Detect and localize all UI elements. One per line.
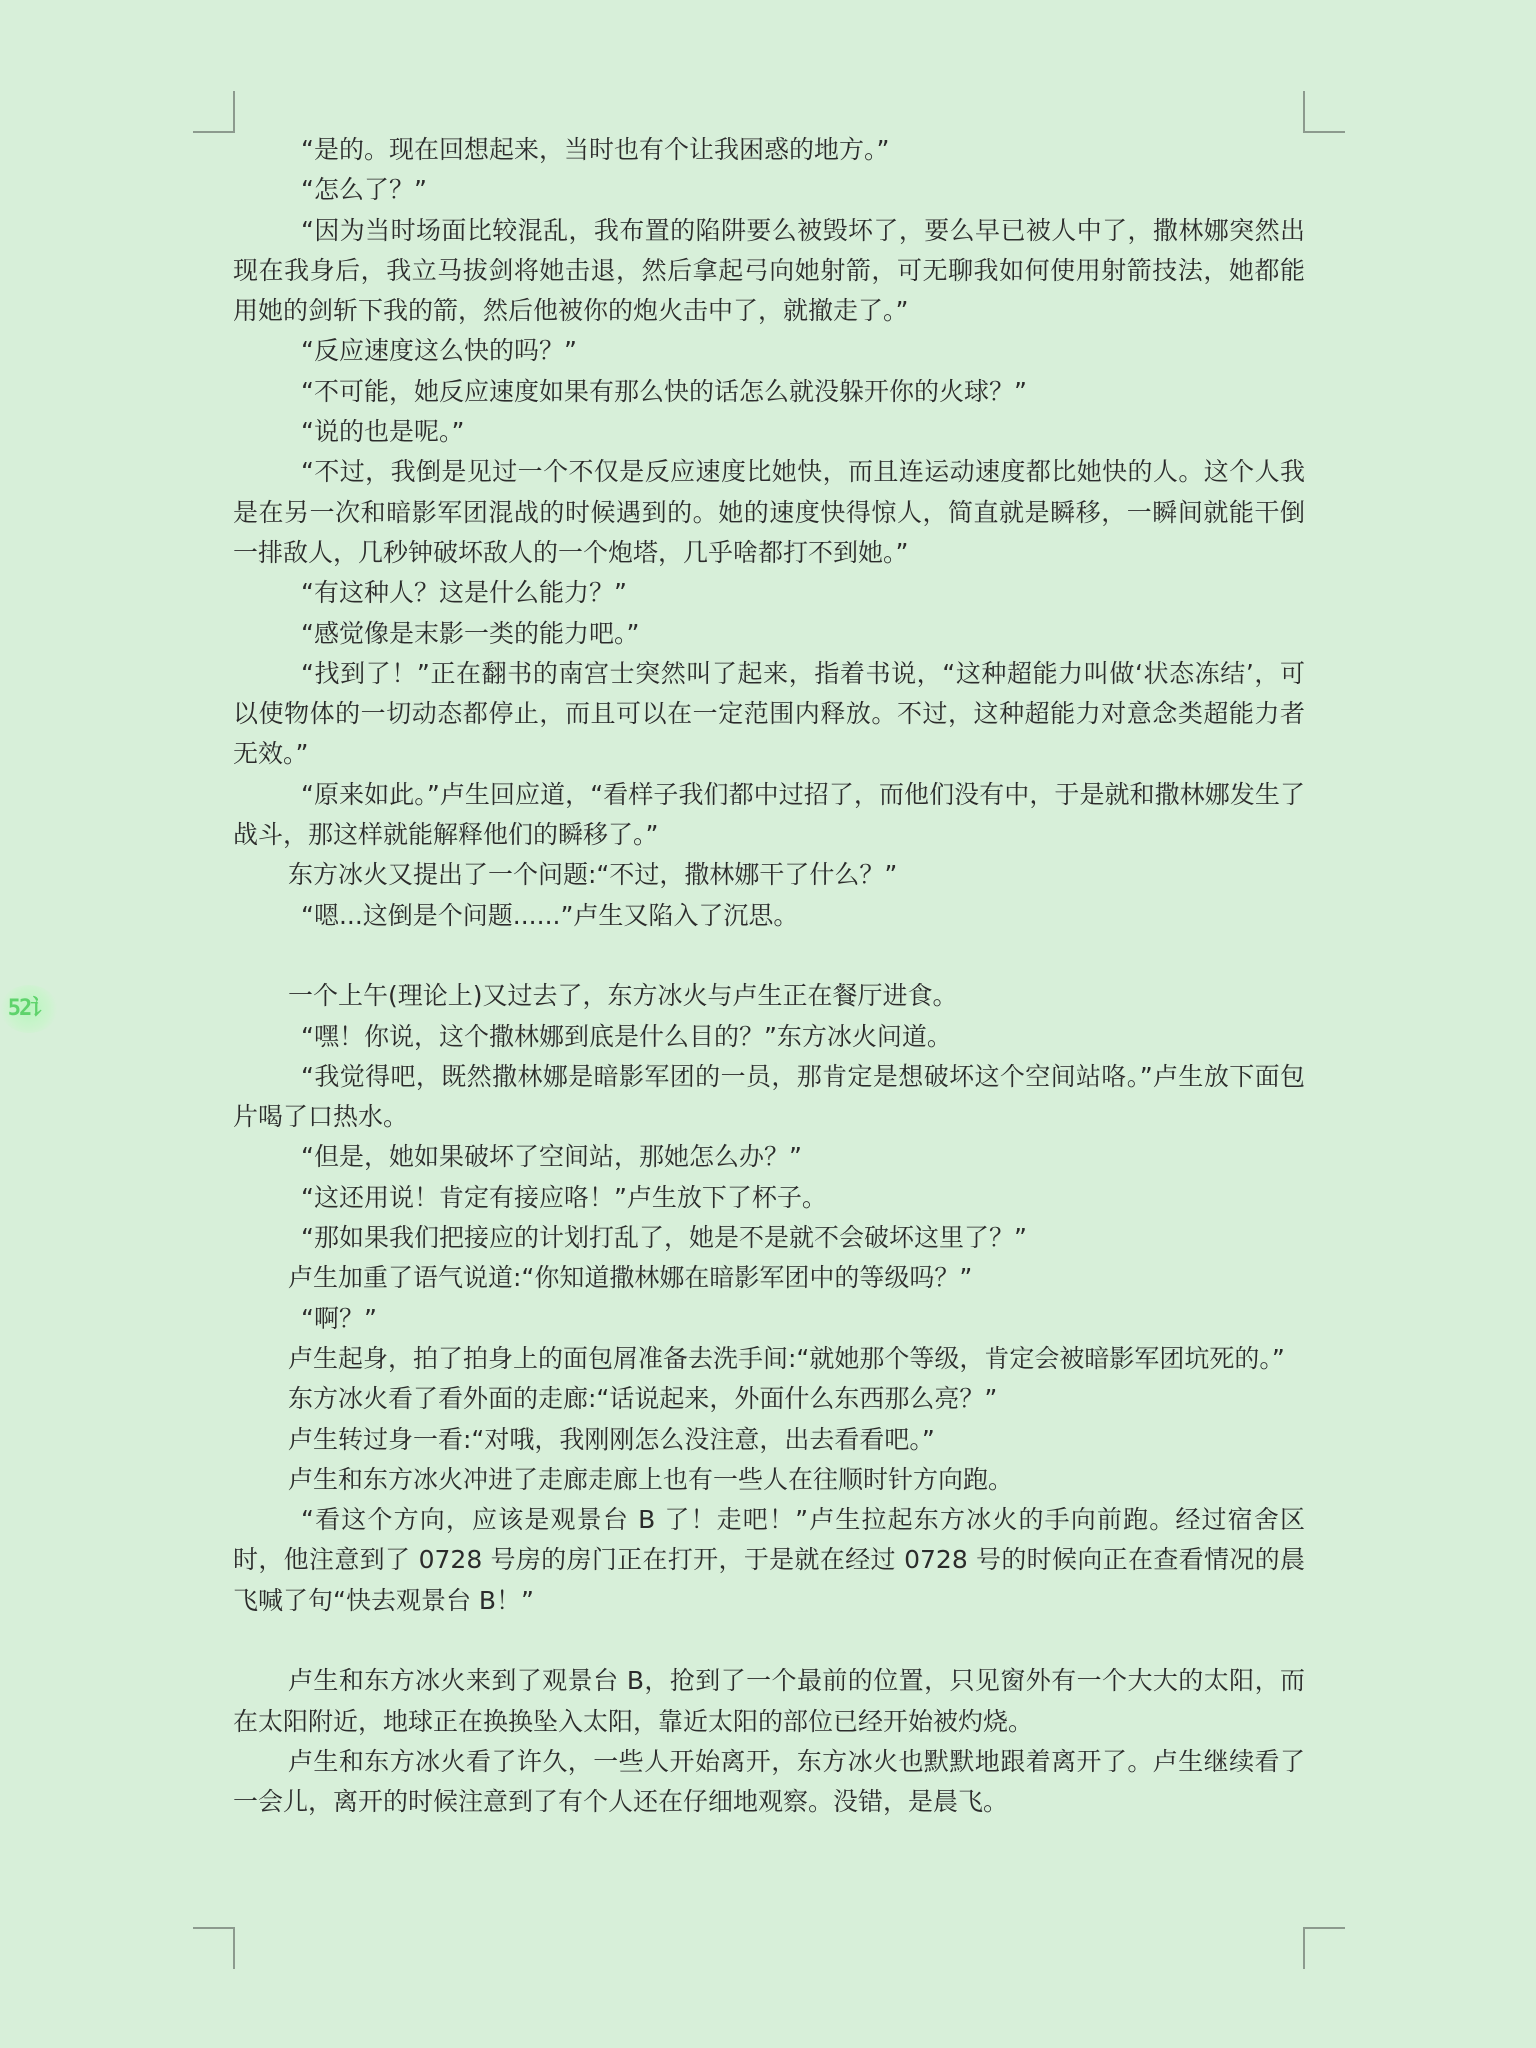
paragraph: “感觉像是末影一类的能力吧。”	[301, 618, 640, 648]
paragraph: “这还用说！肯定有接应咯！”卢生放下了杯子。	[301, 1182, 827, 1212]
paragraph: “不可能，她反应速度如果有那么快的话怎么就没躲开你的火球？”	[301, 376, 1027, 406]
paragraph: “但是，她如果破坏了空间站，那她怎么办？”	[301, 1142, 802, 1172]
paragraph: “嘿！你说，这个撒林娜到底是什么目的？”东方冰火问道。	[301, 1021, 952, 1051]
paragraph: 东方冰火又提出了一个问题:“不过，撒林娜干了什么？”	[288, 860, 898, 890]
paragraph: 卢生和东方冰火来到了观景台 B，抢到了一个最前的位置，只见窗外有一个大大的太阳，而在太阳附近，地球正在换换坠入太阳，靠近太阳的部位已经开始被灼烧。	[233, 1666, 1305, 1736]
paragraph: 卢生起身，拍了拍身上的面包屑准备去洗手间:“就她那个等级，肯定会被暗影军团坑死的。”	[288, 1343, 1285, 1373]
paragraph: “看这个方向，应该是观景台 B 了！走吧！”卢生拉起东方冰火的手向前跑。经过宿舍区时，他注意到了 0728 号房的房门正在打开，于是就在经过 0728 号的时候向正在查看情况的晨飞喊了句“快去观景台 B！”	[233, 1505, 1305, 1615]
paragraph: “啊？”	[301, 1303, 377, 1333]
paragraph: “找到了！”正在翻书的南宫士突然叫了起来，指着书说，“这种超能力叫做‘状态冻结’，可以使物体的一切动态都停止，而且可以在一定范围内释放。不过，这种超能力对意念类超能力者无效。”	[233, 658, 1305, 769]
paragraph: “我觉得吧，既然撒林娜是暗影军团的一员，那肯定是想破坏这个空间站咯。”卢生放下面包片喝了口热水。	[233, 1061, 1305, 1132]
paragraph: “原来如此。”卢生回应道，“看样子我们都中过招了，而他们没有中，于是就和撒林娜发生了战斗，那这样就能解释他们的瞬移了。”	[233, 779, 1305, 850]
crop-mark-bottom-right	[1303, 1927, 1345, 1969]
paragraph: “有这种人？这是什么能力？”	[301, 578, 627, 608]
paragraph: “反应速度这么快的吗？”	[301, 336, 577, 366]
paragraph: “不过，我倒是见过一个不仅是反应速度比她快，而且连运动速度都比她快的人。这个人我是在另一次和暗影军团混战的时候遇到的。她的速度快得惊人，简直就是瞬移，一瞬间就能干倒一排敌人，几秒钟破坏敌人的一个炮塔，几乎啥都打不到她。”	[233, 457, 1305, 567]
blank-line	[233, 936, 1305, 976]
paragraph: “那如果我们把接应的计划打乱了，她是不是就不会破坏这里了？”	[301, 1223, 1027, 1253]
paragraph: 一个上午(理论上)又过去了，东方冰火与卢生正在餐厅进食。	[288, 981, 958, 1011]
paragraph: “嗯...这倒是个问题......”卢生又陷入了沉思。	[301, 900, 799, 930]
paragraph: “怎么了？”	[301, 175, 427, 205]
paragraph: “是的。现在回想起来，当时也有个让我困惑的地方。”	[301, 135, 890, 164]
crop-mark-top-right	[1303, 91, 1345, 133]
blank-line	[233, 1621, 1305, 1661]
document-body	[233, 130, 1305, 1822]
paragraph: “说的也是呢。”	[301, 417, 465, 447]
paragraph: “因为当时场面比较混乱，我布置的陷阱要么被毁坏了，要么早已被人中了，撒林娜突然出现在我身后，我立马拔剑将她击退，然后拿起弓向她射箭，可无聊我如何使用射箭技法，她都能用她的剑斩下我的箭，然后他被你的炮火击中了，就撤走了。”	[233, 215, 1305, 326]
paragraph: 卢生加重了语气说道:“你知道撒林娜在暗影军团中的等级吗？”	[288, 1263, 973, 1293]
paragraph: 东方冰火看了看外面的走廊:“话说起来，外面什么东西那么亮？”	[288, 1384, 998, 1414]
crop-mark-top-left	[193, 91, 235, 133]
paragraph: 卢生和东方冰火冲进了走廊走廊上也有一些人在往顺时针方向跑。	[288, 1464, 1014, 1494]
paragraph: 卢生和东方冰火看了许久，一些人开始离开，东方冰火也默默地跟着离开了。卢生继续看了一会儿，离开的时候注意到了有个人还在仔细地观察。没错，是晨飞。	[233, 1746, 1305, 1817]
paragraph: 卢生转过身一看:“对哦，我刚刚怎么没注意，出去看看吧。”	[288, 1424, 935, 1454]
crop-mark-bottom-left	[193, 1927, 235, 1969]
side-watermark-icon: 52讠	[0, 985, 58, 1033]
